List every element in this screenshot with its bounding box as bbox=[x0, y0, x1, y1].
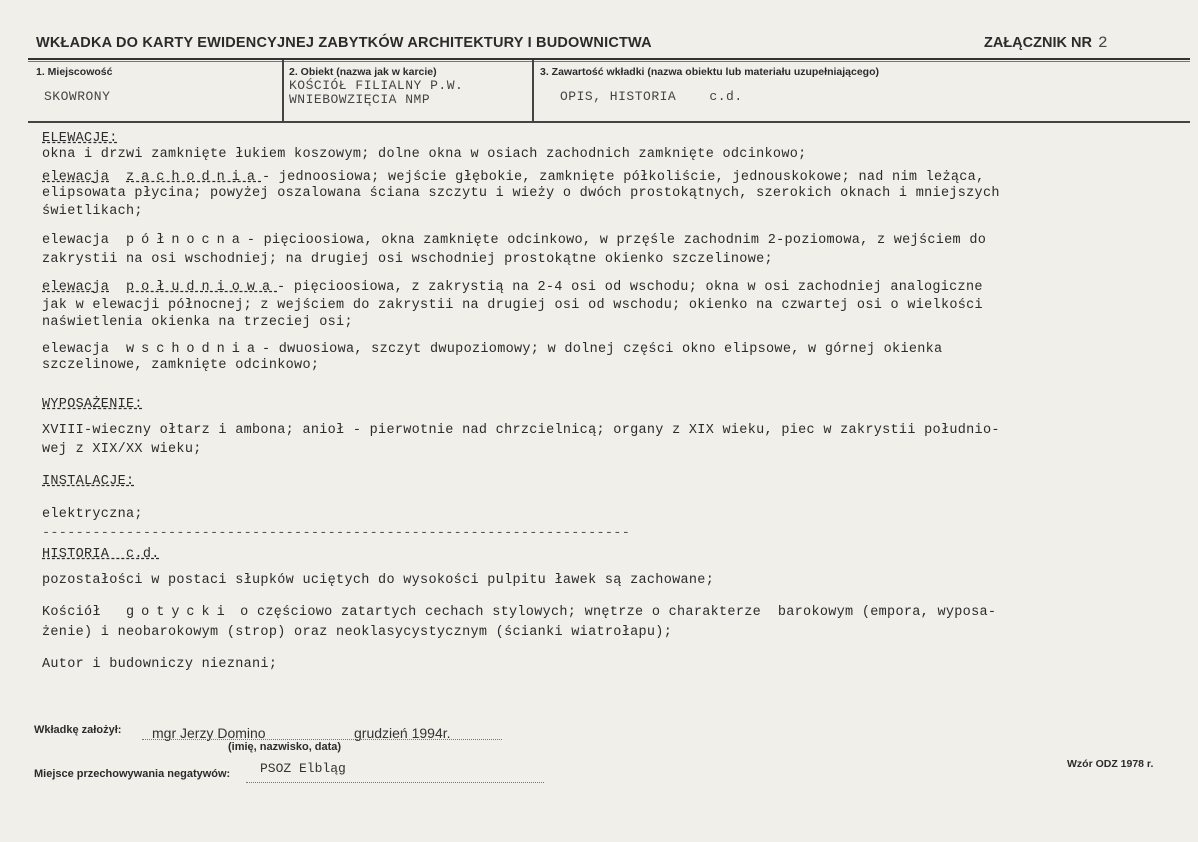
object-label: 2. Obiekt (nazwa jak w karcie) bbox=[289, 66, 437, 78]
east-elevation-line1 bbox=[42, 342, 942, 358]
north-elevation-label: elewacja bbox=[42, 233, 110, 248]
north-elevation-text1: - pięcioosiowa, okna zamknięte odcinkowo, w przęśle zachodnim 2-poziomowa, z wejściem do bbox=[246, 233, 987, 248]
elevations-intro: okna i drzwi zamknięte łukiem koszowym; dolne okna w osiach zachodnich zamknięte odcinkowo; bbox=[42, 147, 807, 162]
annex-number: 2 bbox=[1097, 34, 1108, 52]
negatives-label: Miejsce przechowywania negatywów: bbox=[34, 768, 231, 780]
object-value-line2: WNIEBOWZIĘCIA NMP bbox=[289, 92, 431, 107]
locality-label: 1. Miejscowość bbox=[36, 66, 113, 78]
founded-by-value: mgr Jerzy Domino bbox=[152, 725, 266, 741]
history-line2 bbox=[42, 605, 996, 621]
south-elevation-text1: - pięcioosiowa, z zakrystią na 2-4 osi od wschodu; okna w osi zachodniej analogiczne bbox=[277, 280, 983, 295]
content-value: OPIS, HISTORIA c.d. bbox=[560, 89, 743, 104]
object-value-line1: KOŚCIÓŁ FILIALNY P.W. bbox=[289, 78, 464, 93]
installations-heading: INSTALACJE: bbox=[42, 474, 135, 489]
history-line3: żenie) i neobarokowym (strop) oraz neoklasycystycznym (ścianki wiatrołapu); bbox=[42, 625, 673, 640]
history-gothic: gotycki bbox=[126, 605, 232, 620]
header-rule-top bbox=[28, 58, 1190, 60]
locality-value: SKOWRONY bbox=[44, 89, 111, 104]
east-elevation-text1: - dwuosiowa, szczyt dwupoziomowy; w dolnej części okno elipsowe, w górnej okienka bbox=[261, 342, 943, 357]
content-label: 3. Zawartość wkładki (nazwa obiektu lub materiału uzupełniającego) bbox=[540, 66, 879, 78]
card-title: WKŁADKA DO KARTY EWIDENCYJNEJ ZABYTKÓW ARCHITEKTURY I BUDOWNICTWA bbox=[36, 35, 652, 51]
field-divider-2 bbox=[532, 60, 534, 122]
header-rule-second bbox=[28, 61, 1190, 62]
history-line1: pozostałości w postaci słupków uciętych do wysokości pulpitu ławek są zachowane; bbox=[42, 573, 715, 588]
east-elevation-line2: szczelinowe, zamknięte odcinkowo; bbox=[42, 358, 320, 373]
history-heading: HISTORIA c.d. bbox=[42, 547, 160, 562]
south-elevation-direction: południowa bbox=[126, 280, 278, 295]
east-elevation-label: elewacja bbox=[42, 342, 110, 357]
furnishing-heading: WYPOSAŻENIE: bbox=[42, 397, 143, 412]
south-elevation-label: elewacja bbox=[42, 280, 110, 295]
negatives-value: PSOZ Elbląg bbox=[260, 761, 346, 776]
founded-by-hint: (imię, nazwisko, data) bbox=[228, 741, 342, 753]
west-elevation-line3: świetlikach; bbox=[42, 204, 143, 219]
west-elevation-text1: - jednoosiowa; wejście głębokie, zamknięte półkoliście, jednouskokowe; nad nim leżąca, bbox=[261, 170, 985, 185]
west-elevation-label: elewacja bbox=[42, 170, 110, 185]
separator-line: ---------------------------------------------------------------------- bbox=[42, 526, 631, 541]
west-elevation-direction: zachodnia bbox=[126, 170, 262, 185]
form-code: Wzór ODZ 1978 r. bbox=[1067, 758, 1154, 770]
history-line2-rest: o częściowo zatartych cechach stylowych; wnętrze o charakterze barokowym (empora, wyposa- bbox=[240, 605, 997, 620]
annex-label bbox=[984, 34, 1108, 52]
founded-date-value: grudzień 1994r. bbox=[354, 725, 451, 741]
annex-label-text: ZAŁĄCZNIK NR bbox=[984, 35, 1092, 51]
east-elevation-direction: wschodnia bbox=[126, 342, 262, 357]
south-elevation-line3: naświetlenia okienka na trzeciej osi; bbox=[42, 315, 353, 330]
history-line4: Autor i budowniczy nieznani; bbox=[42, 657, 278, 672]
north-elevation-direction: północna bbox=[126, 233, 247, 248]
installations-line: elektryczna; bbox=[42, 507, 143, 522]
founded-by-label: Wkładkę założył: bbox=[34, 724, 122, 736]
furnishing-line1: XVIII-wieczny ołtarz i ambona; anioł - pierwotnie nad chrzcielnicą; organy z XIX wieku, piec w zakrystii południo- bbox=[42, 423, 1000, 438]
west-elevation-line2: elipsowata płycina; powyżej oszalowana ściana szczytu i wieży o dwóch prostokątnych, szerokich oknach i mniejszych bbox=[42, 186, 1000, 201]
elevations-heading: ELEWACJE: bbox=[42, 131, 118, 146]
furnishing-line2: wej z XIX/XX wieku; bbox=[42, 442, 202, 457]
south-elevation-line2: jak w elewacji północnej; z wejściem do zakrystii na drugiej osi od wschodu; okienko na czwartej osi o wielkości bbox=[42, 298, 983, 313]
fields-bottom-rule bbox=[28, 121, 1190, 123]
south-elevation-line1 bbox=[42, 280, 983, 296]
field-divider-1 bbox=[282, 60, 284, 122]
north-elevation-line1 bbox=[42, 233, 986, 249]
north-elevation-line2: zakrystii na osi wschodniej; na drugiej osi wschodniej prostokątne okienko szczelinowe; bbox=[42, 252, 773, 267]
history-church: Kościół bbox=[42, 605, 101, 620]
west-elevation-line1 bbox=[42, 170, 984, 186]
